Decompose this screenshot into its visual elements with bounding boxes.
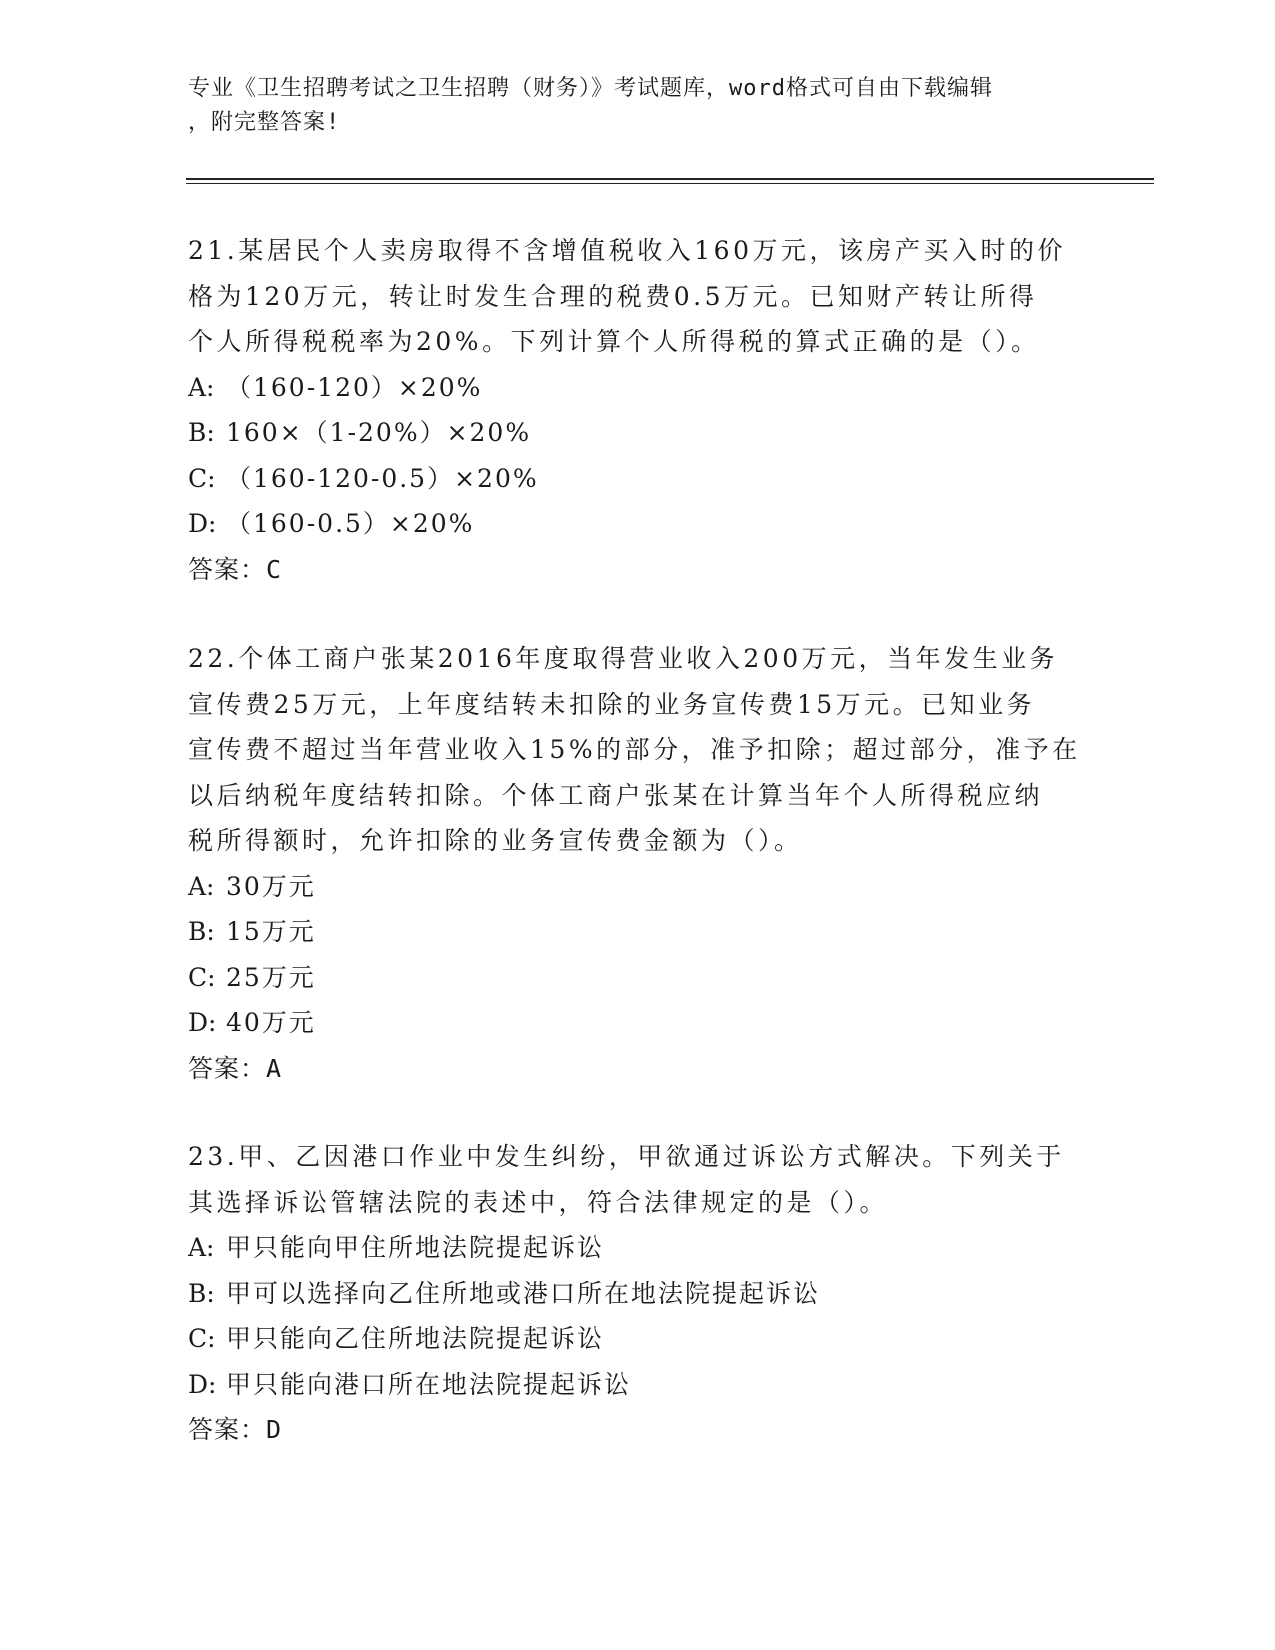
option-text: 甲只能向甲住所地法院提起诉讼 [226, 1233, 605, 1262]
option-a [188, 864, 1088, 910]
option-a [188, 365, 1088, 411]
answer-line [188, 547, 1088, 593]
option-d [188, 501, 1088, 547]
option-d [188, 1362, 1088, 1408]
header-divider-thick [186, 178, 1154, 180]
option-b [188, 909, 1088, 955]
option-key: A: [188, 372, 215, 402]
question-stem-line: 以后纳税年度结转扣除。个体工商户张某在计算当年个人所得税应纳 [188, 780, 1044, 810]
option-key: D: [188, 1369, 217, 1399]
question-stem-line: 宣传费25万元，上年度结转未扣除的业务宣传费15万元。已知业务 [188, 689, 1036, 719]
answer-value: C [266, 554, 283, 584]
option-text: （160-120）×20% [226, 372, 483, 402]
option-key: B: [188, 917, 215, 946]
header-line-2: ，附完整答案! [188, 110, 341, 135]
question-stem-line: 其选择诉讼管辖法院的表述中，符合法律规定的是（）。 [188, 1187, 889, 1217]
option-b [188, 410, 1088, 456]
option-text: 甲只能向乙住所地法院提起诉讼 [226, 1324, 605, 1353]
question-stem-line: 23.甲、乙因港口作业中发生纠纷，甲欲通过诉讼方式解决。下列关于 [188, 1142, 1065, 1171]
question-23 [188, 1134, 1088, 1453]
answer-line [188, 1407, 1088, 1453]
answer-label: 答案： [188, 1415, 267, 1444]
document-header [188, 72, 1068, 140]
option-key: A: [188, 1233, 215, 1262]
option-key: B: [188, 418, 215, 447]
question-stem-line: 格为120万元，转让时发生合理的税费0.5万元。已知财产转让所得 [188, 281, 1038, 311]
option-c [188, 456, 1088, 502]
question-stem-line: 个人所得税税率为20%。下列计算个人所得税的算式正确的是（）。 [188, 327, 1040, 356]
option-a [188, 1225, 1088, 1271]
answer-label: 答案： [188, 554, 267, 584]
question-stem-line: 22.个体工商户张某2016年度取得营业收入200万元，当年发生业务 [188, 644, 1059, 673]
answer-value: D [266, 1415, 283, 1444]
question-22 [188, 636, 1088, 1091]
option-key: B: [188, 1278, 215, 1308]
question-stem-line: 21.某居民个人卖房取得不含增值税收入160万元，该房产买入时的价 [188, 236, 1066, 265]
option-text: 160×（1-20%）×20% [226, 418, 532, 447]
option-key: D: [188, 1008, 217, 1037]
answer-value: A [266, 1053, 283, 1083]
answer-label: 答案： [188, 1053, 267, 1083]
header-divider-thin [186, 183, 1154, 184]
option-d [188, 1000, 1088, 1046]
question-stem-line: 宣传费不超过当年营业收入15%的部分，准予扣除；超过部分，准予在 [188, 735, 1081, 764]
option-c [188, 1316, 1088, 1362]
option-c [188, 955, 1088, 1001]
option-key: C: [188, 962, 216, 992]
option-key: D: [188, 509, 217, 538]
question-21 [188, 228, 1088, 592]
option-text: 30万元 [226, 871, 316, 901]
option-key: A: [188, 871, 215, 901]
option-key: C: [188, 463, 216, 493]
option-text: 甲只能向港口所在地法院提起诉讼 [226, 1369, 632, 1399]
option-text: 15万元 [226, 917, 316, 946]
header-line-1: 专业《卫生招聘考试之卫生招聘（财务）》考试题库，word格式可自由下载编辑 [188, 76, 993, 101]
option-text: 40万元 [226, 1008, 316, 1037]
option-key: C: [188, 1324, 216, 1353]
option-b [188, 1271, 1088, 1317]
option-text: 甲可以选择向乙住所地或港口所在地法院提起诉讼 [226, 1278, 821, 1308]
option-text: 25万元 [226, 962, 316, 992]
option-text: （160-120-0.5）×20% [226, 463, 539, 493]
option-text: （160-0.5）×20% [226, 509, 475, 538]
answer-line [188, 1046, 1088, 1092]
question-stem-line: 税所得额时，允许扣除的业务宣传费金额为（）。 [188, 826, 803, 855]
